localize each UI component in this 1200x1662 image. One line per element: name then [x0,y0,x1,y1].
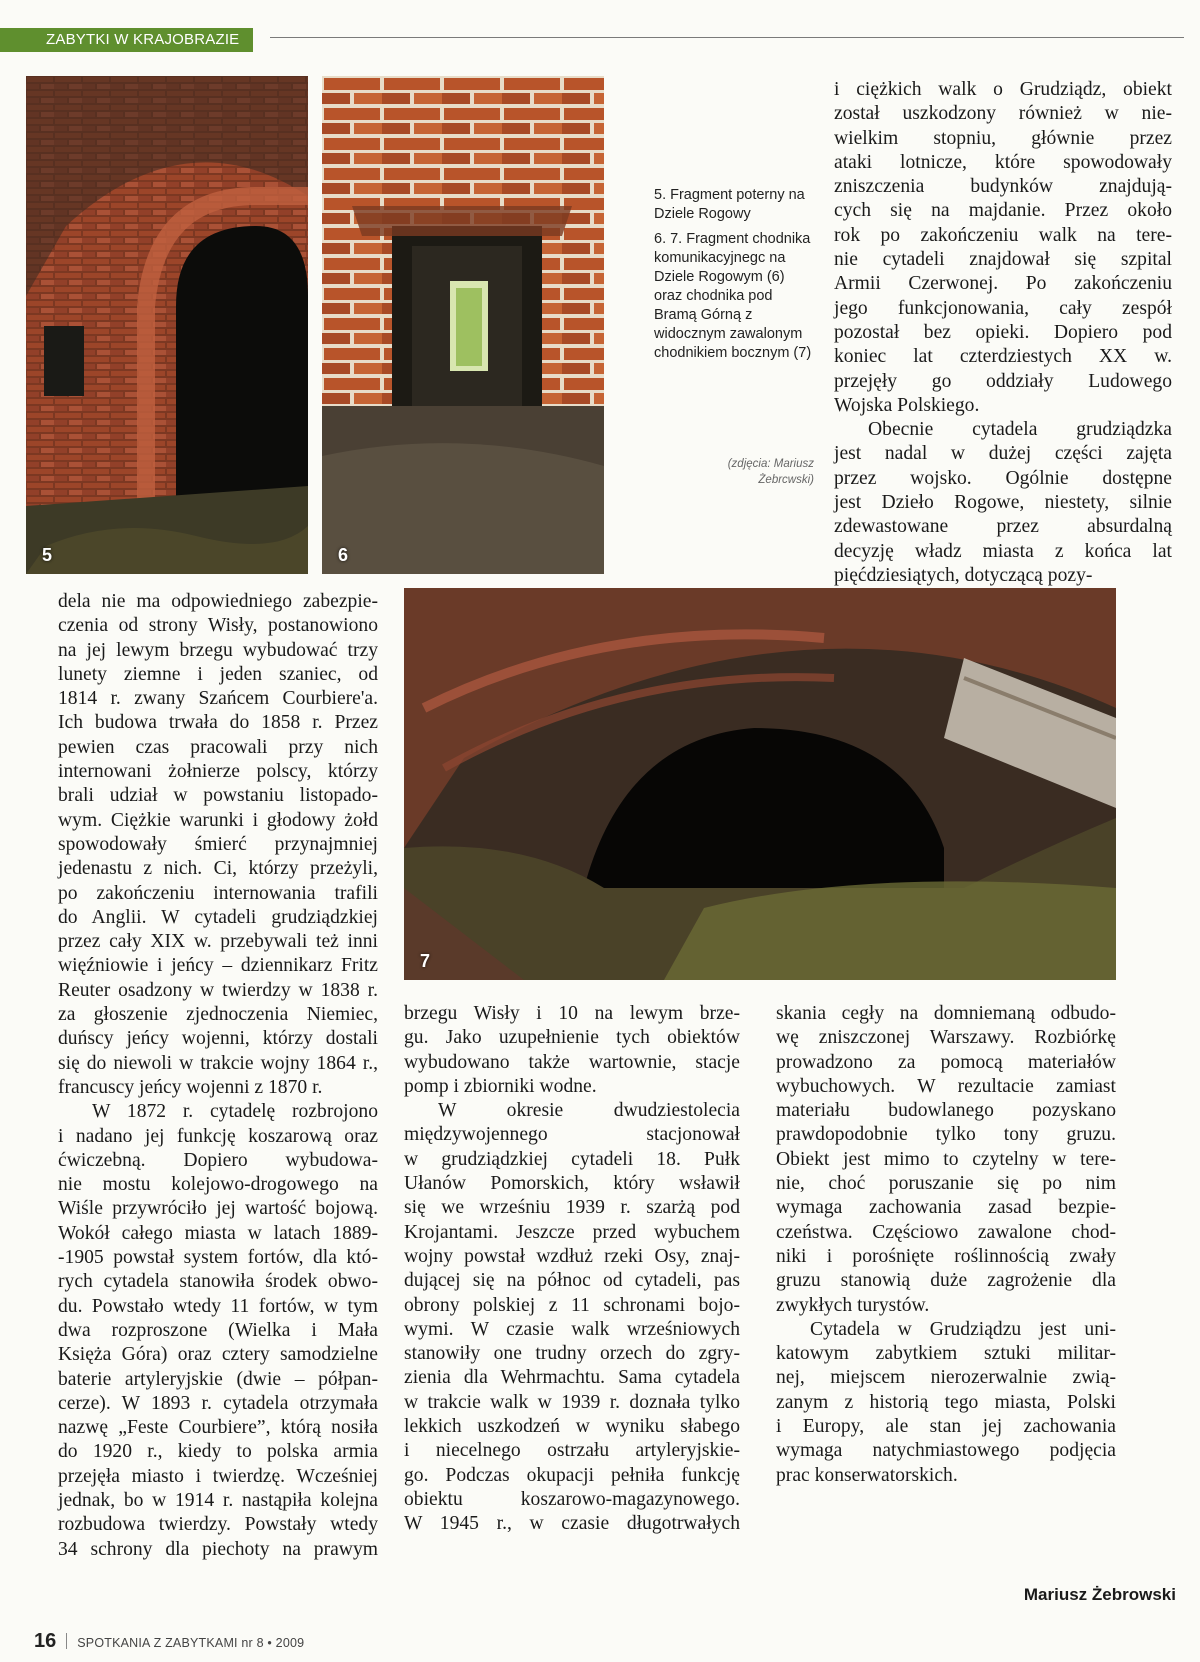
text-line: W 1872 r. cytadelę rozbrojono [92,1101,378,1123]
text-line: Krojantami. Jeszcze przed wybuchem [404,1221,740,1243]
text-line: i nadano jej funkcję koszarową oraz [58,1125,378,1147]
text-line: 1814 r. zwany Szańcem Courbiere'a. [58,688,378,710]
text-line: Ich budowa trwała do 1858 r. Przez [58,712,378,734]
text-line: stanowiły one trudny orzech do zgry- [404,1343,740,1365]
text-line: W okresie dwudziestolecia [438,1100,740,1122]
text-line: zniszczenia budynków znajdują- [834,176,1172,198]
text-line: został uszkodzony również w nie- [834,103,1172,125]
text-line: i ciężkich walk o Grudziądz, obiekt [834,79,1172,100]
text-line: wymaga zachowania zasad bezpie- [776,1197,1116,1219]
text-line: czenia od strony Wisły, postanowiono [58,615,378,637]
text-line: cerze). W 1893 r. cytadela otrzymała [58,1392,378,1414]
text-line: wielkim stopniu, głównie przez [834,127,1172,149]
text-column-right [776,1002,1116,1488]
text-column-top-right [834,78,1172,588]
page-number: 16 [34,1630,57,1652]
text-line: materiału budowlanego pozyskano [776,1100,1116,1122]
text-line: wybudowano także wartownie, stacje [404,1051,740,1073]
photo-captions [654,186,814,369]
footer-divider [66,1633,67,1649]
text-line: decyzję władz miasta z końca lat [834,540,1172,562]
text-line: wymi. W czasie walk wrześniowych [404,1318,740,1340]
text-line: nie cytadeli znajdował się szpital [834,249,1172,271]
text-column-left [58,590,378,1562]
text-line: ćwiczebną. Dopiero wybudowa- [58,1149,378,1171]
text-line: dwa rozproszone (Wielka i Mała [58,1319,378,1341]
text-line: Księża Góra) oraz cztery samodzielne [58,1344,378,1366]
photo-credit: (zdjęcia: Mariusz Żebrcwski) [727,458,814,486]
text-line: nie, choć poruszanie się po nim [776,1173,1116,1195]
text-line: jest Dzieło Rogowe, niestety, silnie [834,492,1172,514]
caption-photos-6-7: 6. 7. Fragment chodnika komunikacyjnegc na Dziele Rogowym (6) oraz chodnika pod Bramą Górną z widocznym zawalonym chodnikiem bocznym (7) [654,231,812,361]
text-line: nie mostu kolejowo-drogowego na [58,1174,378,1196]
text-line: koniec lat czterdziestych XX w. [834,346,1172,368]
photo-5-number: 5 [42,545,53,565]
text-line: go. Podczas okupacji pełniła funkcję [404,1464,740,1486]
text-line: skania cegły na domniemaną odbudo- [776,1003,1116,1024]
text-line: pomp i zbiorniki wodne. [404,1075,597,1097]
text-line: w trakcie walk w 1939 r. doznała tylko [404,1391,740,1413]
text-line: pewien czas pracowali przy nich [58,736,378,758]
text-line: spowodowały śmierć przynajmniej [58,833,378,855]
text-line: Wiśle przywróciło jej wartość bojową. [58,1198,378,1220]
text-line: i niecelnego ostrzału artyleryjskie- [404,1440,740,1462]
text-line: Obecnie cytadela grudziądzka [868,419,1172,441]
text-line: duńscy jeńcy wojenni, którzy dostali [58,1028,378,1050]
text-line: brali udział w powstaniu listopado- [58,785,378,807]
photo-6-number: 6 [338,545,349,565]
text-line: wym. Ciężkie warunki i głodowy żołd [58,809,378,831]
header-rule [270,37,1184,38]
text-line: rych cytadela stanowiła środek obwo- [58,1271,378,1293]
text-line: rozbudowa twierdzy. Powstały wtedy [58,1514,378,1536]
photo-6-image [322,76,604,574]
text-line: dującej się na północ od cytadeli, pas [404,1270,740,1292]
text-line: -1905 powstał system fortów, dla któ- [58,1247,378,1269]
text-line: katowym zabytkiem sztuki militar- [776,1343,1116,1365]
text-line: zwykłych turystów. [776,1294,930,1316]
text-line: cych się na majdanie. Przez około [834,200,1172,222]
text-line: wojny powstał wzdłuż rzeki Osy, znaj- [404,1245,740,1267]
text-line: więźniowie i jeńcy – dziennikarz Fritz [58,955,378,977]
text-line: jest nadal w dużej części zajęta [834,443,1172,465]
text-line: prawdopodobnie tylko tony gruzu. [776,1124,1116,1146]
text-line: gruzu stanowią duże zagrożenie dla [776,1270,1116,1292]
text-line: czeństwa. Częściowo zawalone chod- [776,1221,1116,1243]
text-line: Wokół całego miasta w latach 1889- [58,1222,378,1244]
text-line: wę zniszczonej Warszawy. Rozbiórkę [776,1027,1116,1049]
text-line: francuscy jeńcy wojenni z 1870 r. [58,1076,323,1098]
text-line: przejęły go oddziały Ludowego [834,370,1172,392]
caption-photo-5: 5. Fragment poterny na Dziele Rogowy [654,187,805,222]
text-line: do Anglii. W cytadeli grudziądzkiej [58,906,378,928]
text-line: niki i porośnięte roślinnością zwały [776,1245,1116,1267]
text-line: i Europy, ale stan jej zachowania [776,1416,1116,1438]
article-author: Mariusz Żebrowski [1023,1585,1176,1604]
text-line: internowani żołnierze polscy, którzy [58,761,378,783]
text-column-middle [404,1002,740,1537]
text-line: przez wojsko. Ogólnie dostępne [834,467,1172,489]
text-line: po zakończeniu internowania trafili [58,882,378,904]
text-line: Wojska Polskiego. [834,394,980,416]
text-line: na jej lewym brzegu wybudować trzy [58,639,378,661]
text-line: baterie artyleryjskie (dwie – półpan- [58,1368,378,1390]
text-line: zdewastowane przez absurdalną [834,516,1172,538]
text-line: nazwę „Feste Courbiere”, którą nosiła [58,1417,378,1439]
photo-7-image [404,588,1116,980]
text-line: międzywojennego stacjonował [404,1124,740,1146]
section-tab: ZABYTKI W KRAJOBRAZIE [0,28,253,52]
text-line: W 1945 r., w czasie długotrwałych [404,1513,740,1535]
text-line: za głoszenie zjednoczenia Niemiec, [58,1004,378,1026]
text-line: pozostał bez opieki. Dopiero pod [834,321,1172,343]
text-line: gu. Jako uzupełnienie tych obiektów [404,1027,740,1049]
text-line: 34 schrony dla piechoty na prawym [58,1538,378,1560]
text-line: pięćdziesiątych, dotyczącą pozy- [834,564,1093,586]
text-line: Armii Czerwonej. Po zakończeniu [834,273,1172,295]
text-line: przez cały XIX w. przebywali też inni [58,931,378,953]
text-line: prac konserwatorskich. [776,1464,958,1486]
text-line: się do niewoli w trakcie wojny 1864 r., [58,1052,378,1074]
text-line: jednak, bo w 1914 r. nastąpiła kolejna [58,1489,378,1511]
text-line: ataki lotnicze, które spowodowały [834,151,1172,173]
text-line: w grudziądzkiej cytadeli 18. Pułk [404,1148,740,1170]
photo-7-collapsed-passage [404,588,1116,980]
text-line: Cytadela w Grudziądzu jest uni- [810,1318,1116,1340]
text-line: brzegu Wisły i 10 na lewym brze- [404,1003,740,1024]
page-footer [34,1630,304,1653]
text-line: Reuter osadzony w twierdzy w 1838 r. [58,979,378,1001]
text-line: du. Powstało wtedy 11 fortów, w tym [58,1295,378,1317]
text-line: wymaga natychmiastowego podjęcia [776,1440,1116,1462]
text-line: lunety ziemne i jeden szaniec, od [58,663,378,685]
text-line: nej, miejscem nierozerwalnie zwią- [776,1367,1116,1389]
text-line: dela nie ma odpowiedniego zabezpie- [58,591,378,612]
text-line: Ułanów Pomorskich, który wsławił [404,1173,740,1195]
text-line: się we wrześniu 1939 r. szarżą pod [404,1197,740,1219]
text-line: lekkich uszkodzeń w wyniku słabego [404,1416,740,1438]
publication-name: SPOTKANIA Z ZABYTKAMI nr 8 • 2009 [77,1636,305,1650]
photo-7-number: 7 [420,951,431,971]
text-line: jego funkcjonowania, cały zespół [834,297,1172,319]
text-line: rok po zakończeniu walk na tere- [834,224,1172,246]
text-line: obiektu koszarowo-magazynowego. [404,1488,740,1510]
photo-6-passage-window [322,76,604,574]
text-line: zanym z historią tego miasta, Polski [776,1391,1116,1413]
photo-5-image [26,76,308,574]
text-line: prowadzono za pomocą materiałów [776,1051,1116,1073]
text-line: jedenastu z nich. Ci, którzy przeżyli, [58,858,378,880]
text-line: przejęła miasto i twierdzę. Wcześniej [58,1465,378,1487]
text-line: zienia dla Wehrmachtu. Sama cytadela [404,1367,740,1389]
photo-5-postern-arch [26,76,308,574]
text-line: do 1920 r., kiedy to polska armia [58,1441,378,1463]
text-line: Obiekt jest mimo to czytelny w tere- [776,1148,1116,1170]
text-line: obrony polskiej z 11 schronami bojo- [404,1294,740,1316]
text-line: wybuchowych. W rezultacie zamiast [776,1075,1116,1097]
